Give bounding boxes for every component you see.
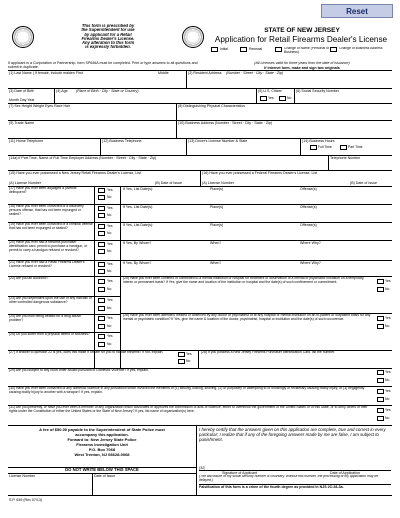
rule — [94, 240, 95, 260]
question-yes-checkbox[interactable] — [98, 188, 105, 193]
q25a-text: (25) Have you ever been confined or committed to a mental institution or hospital for treatment or observation of a mental or psychiatric condition on a temporary, interim or permanent basis? If Yes, give the name and location of the institution or hospital and the date(s) of such confinement or commitment. — [123, 277, 365, 284]
question-text: (18) Have you ever been convicted of a disorderly persons offense, that has not been expunged or sealed? — [9, 205, 84, 216]
q31-yes-label: Yes — [385, 408, 391, 412]
question-yes-checkbox[interactable] — [98, 224, 105, 229]
notice-line: Firearms Dealer's License. — [81, 36, 135, 41]
change-name-label: Change of Name (Personal or Business) — [284, 47, 330, 54]
rule — [256, 88, 257, 103]
date-issue-b2: (B) Date of Issue — [350, 181, 377, 185]
question-yes-checkbox[interactable] — [98, 242, 105, 247]
falsification-note: Falsification of this form is a crime of the fourth degree as provided in NJS 2C:28-3a. — [199, 485, 344, 489]
q29-yes-label: Yes — [385, 370, 391, 374]
q24-yes-label: Yes — [107, 316, 113, 320]
field-2-hint: (Number · Street · City · State · Zip) — [226, 71, 284, 75]
q25a-no-checkbox[interactable] — [377, 287, 384, 292]
field-10-label: (10) Business Address (Number · Street · City · State · Zip) — [178, 121, 273, 125]
q25a-no-label: No — [385, 287, 390, 291]
q27-yes-checkbox[interactable] — [178, 352, 185, 357]
question-yes-label: Yes — [107, 206, 113, 210]
form-number: S.P. 649 (Rev 07/13) — [9, 498, 43, 502]
q25a-yes-checkbox[interactable] — [377, 279, 384, 284]
question-no-checkbox[interactable] — [98, 195, 105, 200]
q31-yes-checkbox[interactable] — [377, 408, 384, 413]
question-no-checkbox[interactable] — [98, 249, 105, 254]
q23-no-checkbox[interactable] — [98, 306, 105, 311]
rule — [328, 155, 329, 170]
q24-text: (24) Are you now being treated for a drug abuse problem? — [9, 315, 82, 322]
q31-no-checkbox[interactable] — [377, 416, 384, 421]
q27-no-label: No — [186, 359, 191, 363]
q26a-text: (26) Have you ever been attended, treated or observed by any doctor or psychiatrist or at any hospital or mental institution on an in-patient or outpatient basis for any mental or psychiatric condition? If Yes, give the name & location of the doctor, psychiatrist, hospital or institution and the date(s) of such occurrence. — [123, 314, 371, 321]
field-12-label: (12) Business Telephone — [102, 139, 142, 143]
citizen-yes-checkbox[interactable] — [260, 96, 267, 101]
question-text: (17) Have you ever been adjudged a juvenile delinquent? — [9, 187, 77, 194]
notice-line: is expressly forbidden. — [85, 45, 131, 50]
question-mid-label: Place(s) — [210, 223, 224, 227]
q30-yes-checkbox[interactable] — [377, 389, 384, 394]
internet-note: If internet form, make and sign two originals — [264, 65, 340, 70]
date-application-label: Date of Application — [330, 471, 360, 475]
field-11-label: (11) Home Telephone — [9, 139, 44, 143]
question-end-label: Offense(s) — [300, 223, 317, 227]
fee-line: Firearms Investigation Unit — [76, 442, 128, 447]
fee-line: P.O. Box 7068 — [88, 447, 116, 452]
q23-no-label: No — [107, 306, 112, 310]
q29-no-checkbox[interactable] — [377, 378, 384, 383]
field-1-middle: Middle — [158, 71, 169, 75]
field-7-label: (7) Sex Height Weight Eyes Race Hair — [9, 104, 71, 108]
q25-no-checkbox[interactable] — [98, 342, 105, 347]
validity-note: (All Licenses valid for three years from the date of issuance) — [254, 61, 350, 65]
question-no-checkbox[interactable] — [98, 231, 105, 236]
question-yes-label: Yes — [107, 224, 113, 228]
notice-line: the Superintendent for use — [81, 28, 135, 33]
notice-line: This form is prescribed by — [81, 24, 135, 28]
question-end-label: Offense(s) — [300, 187, 317, 191]
q26a-no-checkbox[interactable] — [377, 324, 384, 329]
question-text: (21) Have you ever had a Retail Firearms Dealer's License refused or revoked? — [9, 261, 85, 268]
q31-no-label: No — [385, 416, 390, 420]
q27-yes-label: Yes — [186, 352, 192, 356]
question-no-label: No — [107, 249, 112, 253]
rule — [100, 138, 101, 155]
q23-yes-label: Yes — [107, 298, 113, 302]
certification-text: I hereby certify that the answers given on this application are complete, true and correct in every particular; I realize that if any of the foregoing answers made by me are false, I am subject to punishment. — [199, 427, 386, 443]
q25-text: (25) Do you suffer from a physical defect or sickness? — [9, 333, 90, 336]
q27-text: (27) If answer to question 22 is yes, does this make it unsafe for you to handle firearms? If not, explain. — [9, 351, 164, 354]
field-4-hint: (Place of Birth · City · State or Country) — [76, 89, 139, 93]
rule — [94, 186, 95, 204]
phone-label: Telephone Number — [330, 156, 361, 160]
citizen-no-label: No — [287, 96, 292, 100]
question-no-checkbox[interactable] — [98, 213, 105, 218]
q22-no-label: No — [107, 287, 112, 291]
notice-line: by applicant for a Retail — [84, 32, 132, 37]
q24-no-label: No — [107, 324, 112, 328]
renewal-label: Renewal — [249, 47, 263, 51]
renewal-checkbox[interactable] — [240, 47, 247, 52]
question-text: (19) Have you ever been convicted of a criminal offense that has not been expunged or sealed? — [9, 223, 93, 230]
rule — [196, 425, 197, 495]
question-list-label: If Yes, List Date(s): — [123, 187, 154, 191]
question-yes-checkbox[interactable] — [98, 206, 105, 211]
q25a-yes-label: Yes — [385, 279, 391, 283]
full-time-checkbox[interactable] — [310, 145, 317, 150]
state-heading: STATE OF NEW JERSEY — [264, 27, 340, 34]
question-end-label: Where Why? — [300, 261, 321, 265]
field-6-label: (6) Social Security Number — [296, 89, 339, 93]
q22-no-checkbox[interactable] — [98, 287, 105, 292]
rule — [8, 425, 392, 426]
question-list-label: If Yes, By Whom? — [123, 241, 152, 245]
q23-text: (23) Are you dependent upon the use of any narcotic or other controlled dangerous substance? — [9, 297, 92, 304]
change-address-checkbox[interactable] — [330, 47, 337, 52]
signature-label: Signature of Applicant — [222, 471, 257, 475]
fee-line: accompany this application. — [75, 432, 129, 437]
part-time-checkbox[interactable] — [340, 145, 347, 150]
field-14-label: (14) Business Hours — [302, 139, 335, 143]
q25-yes-checkbox[interactable] — [98, 334, 105, 339]
field-13-label: (13) Driver's License Number & State — [188, 139, 248, 143]
question-no-label: No — [107, 213, 112, 217]
field-32-number: (32) — [199, 466, 206, 470]
initial-checkbox[interactable] — [211, 47, 218, 52]
q25-yes-label: Yes — [107, 334, 113, 338]
rule — [94, 222, 95, 240]
rule — [176, 120, 177, 138]
rule — [120, 260, 121, 276]
question-yes-label: Yes — [107, 188, 113, 192]
question-yes-label: Yes — [107, 262, 113, 266]
citizen-yes-label: Yes — [268, 96, 274, 100]
state-seal-icon — [12, 26, 34, 48]
fee-line: West Trenton, NJ 08628-0068 — [74, 452, 130, 457]
field-1-label: (1) Last Name ( If female, include maiden First — [9, 71, 83, 75]
field-4-label: (4) Age — [56, 89, 68, 93]
field-16-label: (16) Have you ever possessed a Federal Firearms Dealer's License, List — [202, 171, 318, 175]
question-no-label: No — [107, 195, 112, 199]
q29-no-label: No — [385, 378, 390, 382]
rule — [120, 204, 121, 222]
q30-no-checkbox[interactable] — [377, 397, 384, 402]
full-time-label: Full Time — [318, 145, 332, 149]
question-no-label: No — [107, 231, 112, 235]
rule — [186, 70, 187, 88]
reset-button[interactable]: Reset — [321, 4, 393, 18]
q26a-yes-label: Yes — [385, 316, 391, 320]
citizen-no-checkbox[interactable] — [279, 96, 286, 101]
rule — [200, 170, 201, 186]
field-3-hint: Month Day Year — [9, 98, 35, 102]
rule — [198, 350, 199, 368]
question-mid-label: When? — [210, 261, 222, 265]
question-yes-label: Yes — [107, 242, 113, 246]
question-text: (20) Have you ever had a firearms purchaser identification card, permit to purchase a handgun, or permit to carry a handgun refused or revoked? — [9, 241, 88, 252]
question-no-checkbox[interactable] — [98, 269, 105, 274]
q28-text: (28) If you possess a New Jersey Firearms Purchaser Identification Card, list the number. — [201, 351, 335, 354]
license-number-a2: (A) License Number — [202, 181, 234, 185]
question-mid-label: Place(s) — [210, 187, 224, 191]
question-mid-label: Place(s) — [210, 205, 224, 209]
q24-yes-checkbox[interactable] — [98, 316, 105, 321]
initial-label: Initial — [220, 47, 228, 51]
fee-line: A fee of $50.00 payable to the Superintendent of State Police must — [39, 427, 165, 432]
disclosure-text: (The disclosure of my social security number is voluntary. Without this number, the processing of my application may be delayed.) — [199, 475, 379, 482]
question-no-label: No — [107, 269, 112, 273]
license-number-office: License Number — [9, 474, 36, 478]
q25-no-label: No — [107, 342, 112, 346]
rule — [294, 88, 295, 103]
question-end-label: Offense(s) — [300, 205, 317, 209]
rule — [120, 240, 121, 260]
rule — [8, 495, 392, 496]
license-number-a: (A) License Number — [9, 181, 41, 185]
rule — [94, 260, 95, 276]
field-3-label: (3) Date of Birth — [9, 89, 35, 93]
part-time-label: Part Time — [348, 145, 363, 149]
question-list-label: If Yes, List Date(s): — [123, 223, 154, 227]
rule — [186, 138, 187, 155]
q26a-no-label: No — [385, 324, 390, 328]
date-of-issue-office: Date of Issue — [94, 474, 116, 478]
do-not-write-heading: DO NOT WRITE BELOW THIS SPACE — [65, 468, 139, 472]
rule — [94, 204, 95, 222]
question-yes-checkbox[interactable] — [98, 262, 105, 267]
change-name-checkbox[interactable] — [275, 47, 282, 52]
field-14a-label: (14a) If Part Time, Name of Full Time Employer Address (Number · Street · City · State · Zip) — [9, 156, 157, 160]
date-issue-b: (B) Date of Issue — [155, 181, 182, 185]
notice-line: Any alteration to this form — [81, 41, 135, 46]
q23-yes-checkbox[interactable] — [98, 298, 105, 303]
state-police-seal-icon — [182, 26, 204, 48]
field-15-label: (15) Have you ever possessed a New Jersey Retail Firearms Dealer's License, List — [9, 171, 141, 175]
rule — [176, 103, 177, 120]
q26a-yes-checkbox[interactable] — [377, 316, 384, 321]
rule — [92, 473, 93, 495]
field-9-label: (9) Trade Name — [9, 121, 35, 125]
rule — [120, 186, 121, 204]
notice-box — [36, 24, 180, 50]
field-8-label: (8) Distinguishing Physical Characteristics — [178, 104, 245, 108]
question-end-label: Where Why? — [300, 241, 321, 245]
field-2-label: (2) Resident Address — [188, 71, 222, 75]
q29-yes-checkbox[interactable] — [377, 370, 384, 375]
q22-yes-label: Yes — [107, 279, 113, 283]
q22-text: (22) Are you an Alcoholic? — [9, 277, 49, 280]
q27-no-checkbox[interactable] — [178, 359, 185, 364]
q22-yes-checkbox[interactable] — [98, 279, 105, 284]
q24-no-checkbox[interactable] — [98, 324, 105, 329]
fee-line: Forward to: New Jersey State Police — [67, 437, 137, 442]
fee-block — [9, 427, 195, 457]
rule — [120, 222, 121, 240]
form-title: Application for Retail Firearms Dealer's License — [214, 35, 388, 44]
change-address-label: Change of Business Address — [339, 47, 383, 50]
q31-text: (31) Are you presently, or have you ever been a member of any organization which advocates or approves the commission of acts of violence, either to overthrow the government of the United States or of this State, or to deny others of their rights under the Constitution of either the United States or the State of New Jersey? If yes, list name of organization(s) here: — [9, 406, 368, 413]
question-mid-label: When? — [210, 241, 222, 245]
corp-note: If applicant is a Corporation or Partnership, form SP646A must be completed. Print or type answers to all questions and submit in duplicate. — [8, 61, 198, 69]
field-5-label: (5) U.S. Citizen — [258, 89, 283, 93]
q29-text: (29) Are you subject to any court order issued pursuant to Domestic Violence? If yes, explain. — [9, 369, 149, 372]
question-list-label: If Yes, By Whom? — [123, 261, 152, 265]
rule — [300, 138, 301, 155]
q30-text: (30) Have you ever been convicted of any domestic violence in any jurisdiction which involved the elements of (1) striking, kicking, shoving, (2) or purposely or attempting to or knowingly or recklessly causing bodily injury, or (3) negligently causing bodily injury to another with a weapon? If yes, explain. — [9, 387, 365, 394]
q30-yes-label: Yes — [385, 389, 391, 393]
rule — [54, 88, 55, 103]
question-list-label: If Yes, List Date(s): — [123, 205, 154, 209]
q30-no-label: No — [385, 397, 390, 401]
